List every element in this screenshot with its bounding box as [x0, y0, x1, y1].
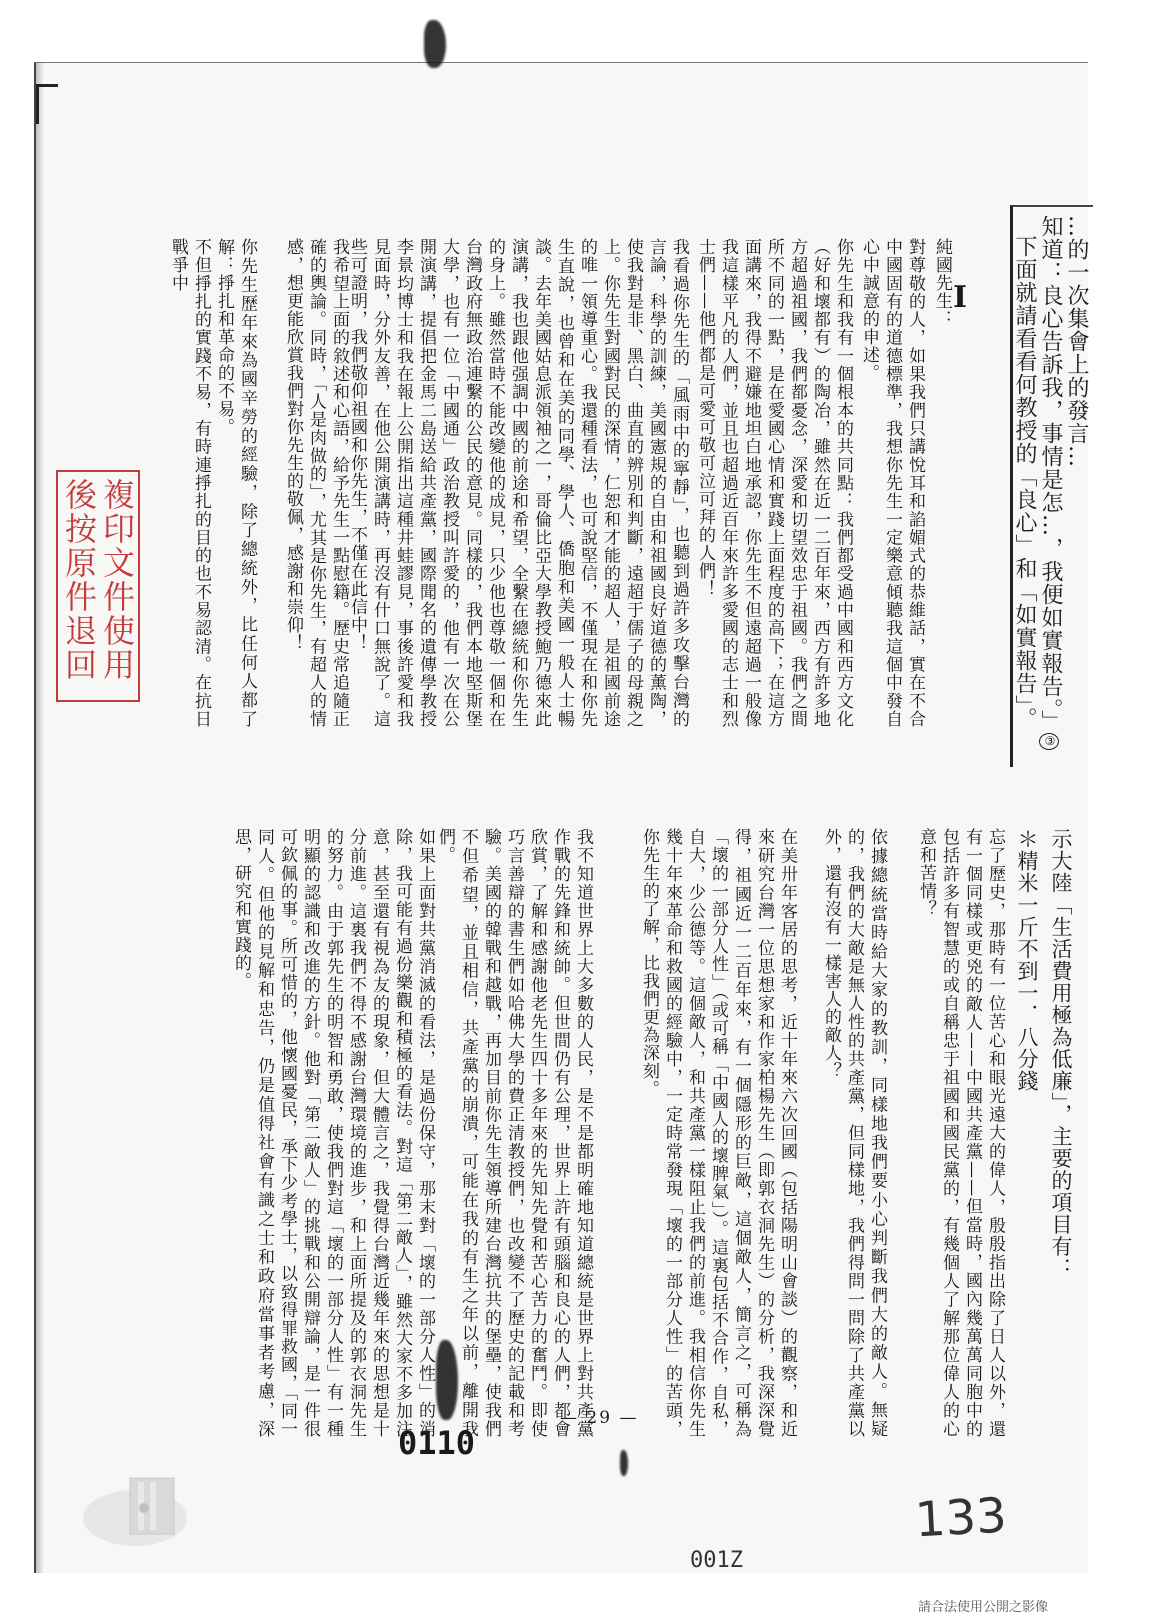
- ink-smudge-mid: [620, 1450, 628, 1476]
- quote-col-3: 下面就請看看何教授的「良心」和「如實報告」。: [1012, 235, 1037, 730]
- letter-paragraph-2: 你先生和我有一個根本的共同點：我們都受過中國和西方文化（好和壞都有）的陶冶，雖然在近一二百年來，西方有許多地方超過祖國，我們都憂念，深愛和切望效忠于祖國。我們之間所不同的一點，是在愛國心情和實踐上面程度的高下；在這方面講來，我得不避嫌地坦白地承認，你先生不但遠超過一般像我這樣平凡的人們，並且也超過近百年來許多愛國的志士和烈士們——他們都是可愛可敬可泣可拜的人們！: [695, 238, 853, 728]
- letter-paragraph-1: 對尊敬的人，如果我們只講悅耳和諂媚式的恭維話，實在不合中國固有的道德標準，我想你先生一定樂意傾聽我這個中發自心中誠意的申述。: [859, 238, 925, 728]
- section-number: I: [953, 280, 968, 315]
- archive-logo-icon: [80, 1458, 190, 1548]
- handwritten-code: 001Z: [690, 1548, 743, 1573]
- crop-mark-left: [36, 84, 39, 124]
- quote-col-1: …的一次集會上的發言…: [1064, 215, 1089, 468]
- stamp-col-2: 後按原件退回: [60, 478, 98, 682]
- crop-mark-top: [36, 84, 58, 87]
- footnote-marker: ③: [1039, 733, 1059, 750]
- letter-paragraph-5: 你先生歷年來為國辛勞的經驗，除了總統外，比任何人都了解：掙扎和革命的不易。: [214, 238, 257, 728]
- handwritten-number: 133: [913, 1487, 1009, 1549]
- quote-item-rice: ＊精米一斤不到一．八分錢: [1015, 828, 1039, 1092]
- letter-paragraph-6: 不但掙扎的實踐不易，有時連掙扎的目的也不易認清。在抗日戰爭中: [168, 238, 211, 728]
- letter-paragraph-9: 在美卅年客居的思考，近十年來六次回國（包括陽明山會談）的觀察，和近來研究台灣一位思想家和作家柏楊先生（即郭衣洞先生）的分析，我深深覺得，祖國近一二百年來，有一個隱形的巨敵，這個敵人，簡言之，可稱為「壞的一部分人性」（或可稱「中國人的壞脾氣」）。這裏包括不合作，自私，自大，少公德等。這個敵人，和共產黨一樣阻止我們的前進。我相信你先生幾十年來革命和救國的經驗中，一定時常發現「壞的一部分人性」的苦頭，你先生的了解，比我們更為深刻。: [639, 828, 797, 1438]
- quote-item-intro: 示大陸「生活費用極為低廉」，主要的項目有：: [1049, 828, 1073, 1280]
- salutation: 純國先生：: [932, 238, 952, 328]
- letter-paragraph-8: 依據總統當時給大家的教訓，同樣地我們要小心判斷我們大的敵人。無疑的，我們的大敵是無人性的共產黨，但同樣地，我們得問一問除了共產黨以外，還有沒有一樣害人的敵人？: [821, 828, 887, 1438]
- page-number: — 29 —: [560, 1408, 639, 1428]
- ink-smudge-top: [424, 20, 446, 68]
- quote-col-2-text: 知道：良心告訴我，事情是怎…，我便如實報告。」: [1038, 215, 1063, 733]
- usage-watermark: 請合法使用公開之影像: [918, 1600, 1049, 1615]
- quote-col-2: [1037, 215, 1063, 755]
- stamp-col-1: 複印文件使用: [98, 478, 136, 682]
- letter-paragraph-7: 忘了歷史，那時有一位苦心和眼光遠大的偉人，殷殷指出除了日人以外，還有一個同樣或更兇的敵人——中國共產黨——但當時，國內幾萬萬同胞中的包括許多有智慧的或自稱忠于祖國和國民黨的，有幾個人了解那位偉人的心意和苦情？: [916, 828, 1005, 1438]
- copy-stamp: [56, 470, 140, 702]
- archive-number: 0110: [398, 1424, 476, 1462]
- letter-paragraph-10: 我不知道世界上大多數的人民，是不是都明確地知道總統是世界上對共產黨作戰的先鋒和統帥。但世間仍有公理，世界上許有頭腦和良心的人們，都會欣賞，了解和感謝他老先生四十多年來的先知先覺和苦心苦力的奮鬥。即使巧言善辯的書生們如哈佛大學的費正清教授們，也改變不了歷史的記載和考驗。美國的韓戰和越戰，再加目前你先生領導所建台灣抗共的堡壘，使我們不但希望，並且相信，共產黨的崩潰，可能在我的有生之年以前，離開我們。: [435, 828, 593, 1438]
- letter-paragraph-3: 我看過你先生的「風雨中的寧靜」，也聽到過許多攻擊台灣的言論，科學的訓練，美國憲規的自由和祖國良好道德的薰陶，使我對是非、黑白、曲直的辨別和判斷，遠超于儒子的母親之上。你先生對國對民的深情，仁恕和才能的超人，是祖國前途的唯一領導重心。我還種看法，也可說堅信，不僅現在和你先生直說，也曾和在美的同學、學人、僑胞和美國一般人士暢談。去年美國姑息派領袖之一，哥倫比亞大學教授鮑乃德來此演講，我也跟他强調中國的前途和希望，全繫在總統和你先生的身上。雖然當時不能改變他的成見，只少他也尊敬一個和在台灣政府無政治連繫的公民的意見。同樣的，我們本地堅斯堡大學，也有一位「中國通」政治教授叫許愛的，他有一次在公開演講，提倡把金馬二島送給共產黨，國際聞名的遺傳學教授李景均博士和我在報上公開指出這種井蛙謬見，事後許愛和我見面時，分外友善，在他公開演講時，再沒有什口無說了。這些可證明，我們敬仰祖國和你先生，不僅在此信中！: [347, 238, 689, 728]
- letter-paragraph-11: 如果上面對共黨消滅的看法，是過份保守，那末對「壞的一部分人性」的消除，我可能有過份樂觀和積極的看法。對這「第二敵人」，雖然大家不多加注意，甚至還有視為友的現象，但大體言之，我覺得台灣近幾年來的思想是十分前進。這裏我們不得不感謝台灣環境的進步，和上面所提及的郭衣洞先生的努力。由于郭先生的明智和勇敢，使我們對這「壞的一部分人性」有一種明顯的認識和改進的方針。他對「第二敵人」的挑戰和公開辯論，是一件很可欽佩的事。所可惜的，他懷國憂民，承下少考學士，以致得罪救國，「同一同人。但他的見解和忠告，仍是值得社會有識之士和政府當事者考慮，深思，研究和實踐的。: [231, 828, 435, 1438]
- letter-paragraph-4: 我希望上面的敘述和心語，給予先生一點慰籍。歷史常追隨正確的輿論。同時，「人是肉做的」，尤其是你先生，有超人的情感，想更能欣賞我們對你先生的敬佩，感謝和崇仰！: [283, 238, 349, 728]
- quote-box: [1010, 205, 1093, 767]
